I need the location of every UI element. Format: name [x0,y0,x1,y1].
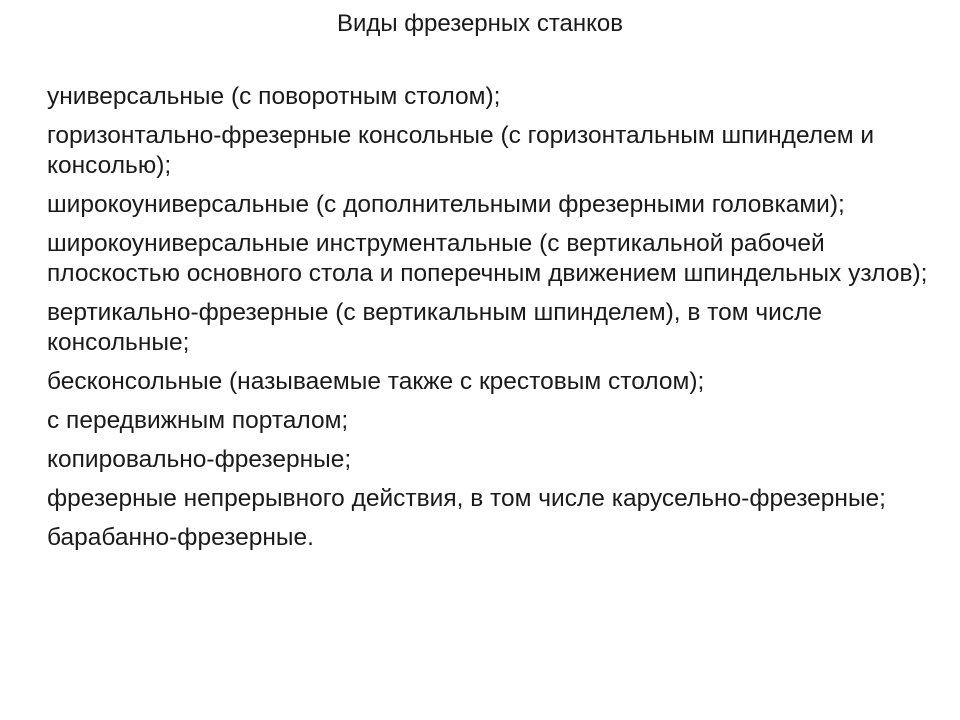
list-item: с передвижным порталом; [47,407,349,434]
list-item: универсальные (с поворотным столом); [47,83,501,110]
list-item: широкоуниверсальные инструментальные (с вертикальной рабочей плоскостью основного стола и поперечным движением шпиндельных узлов); [47,230,928,287]
list-item: копировально-фрезерные; [47,446,352,473]
list-item: горизонтально-фрезерные консольные (с горизонтальным шпинделем и консолью); [47,122,875,179]
list-item: фрезерные непрерывного действия, в том числе карусельно-фрезерные; [47,485,886,512]
list-item: вертикально-фрезерные (с вертикальным шпинделем), в том числе консольные; [47,299,823,356]
list-item: бесконсольные (называемые также с крестовым столом); [47,368,705,395]
list-item: широкоуниверсальные (с дополнительными фрезерными головками); [47,191,845,218]
slide-title: Виды фрезерных станков [336,10,624,37]
list-item: барабанно-фрезерные. [47,524,314,551]
machine-type-list [47,82,953,562]
